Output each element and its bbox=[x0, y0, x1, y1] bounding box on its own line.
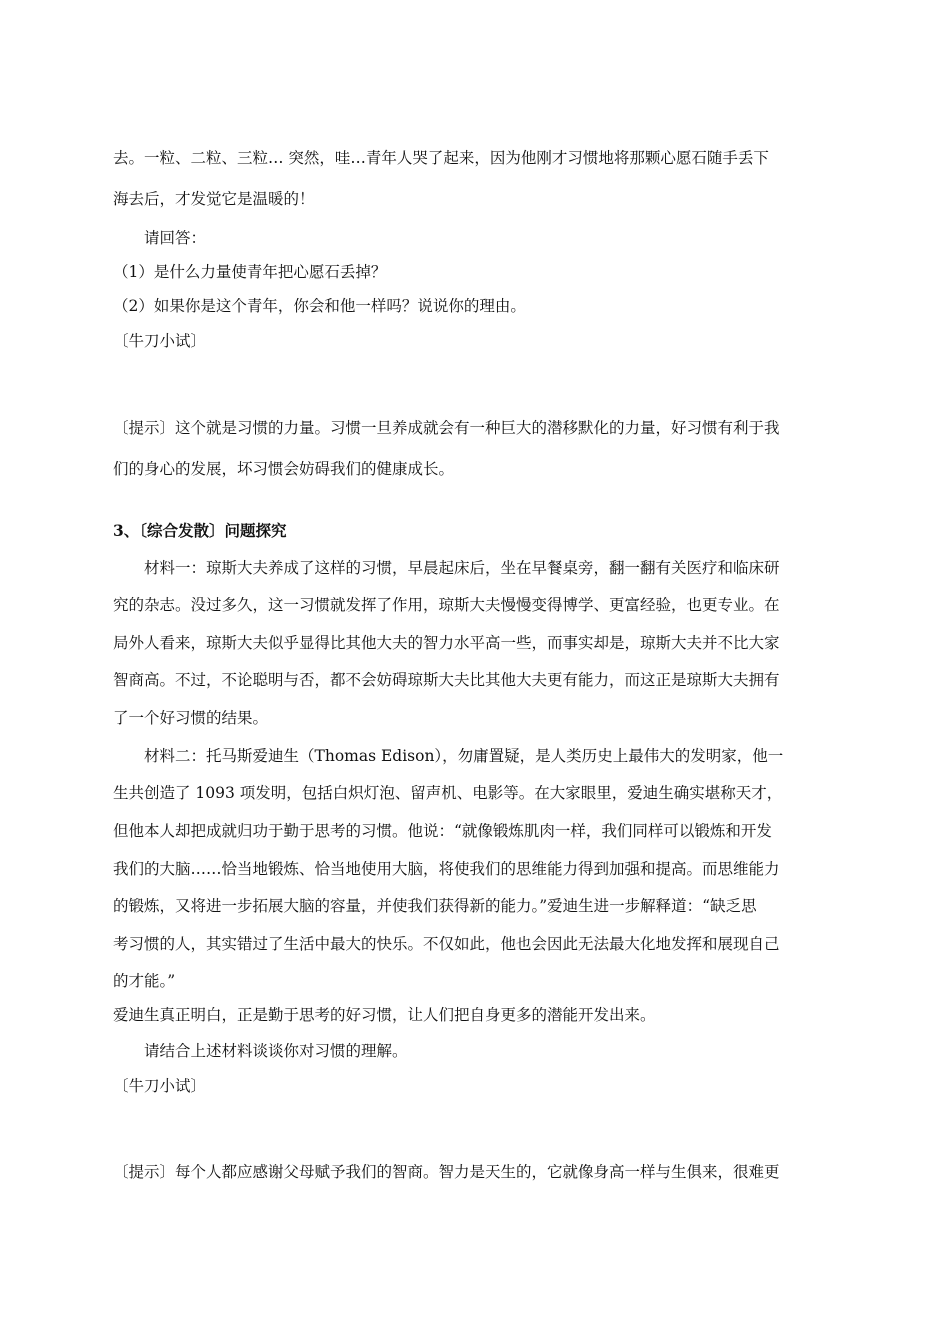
text-line: 生共创造了 1093 项发明，包括白炽灯泡、留声机、电影等。在大家眼里，爱迪生确实堪称天才， bbox=[113, 784, 783, 802]
text-line: 了一个好习惯的结果。 bbox=[113, 709, 269, 727]
text-line: 请结合上述材料谈谈你对习惯的理解。 bbox=[144, 1042, 408, 1060]
hint-line: 们的身心的发展，坏习惯会妨碍我们的健康成长。 bbox=[113, 460, 455, 478]
text-line: 局外人看来，琼斯大夫似乎显得比其他大夫的智力水平高一些，而事实却是，琼斯大夫并不比大家 bbox=[113, 634, 780, 652]
text-line: 智商高。不过，不论聪明与否，都不会妨碍琼斯大夫比其他大夫更有能力，而这正是琼斯大夫拥有 bbox=[113, 671, 780, 689]
hint-line: 〔提示〕每个人都应感谢父母赋予我们的智商。智力是天生的，它就像身高一样与生俱来，很难更 bbox=[113, 1163, 780, 1181]
section-label: 〔牛刀小试〕 bbox=[113, 1077, 207, 1095]
text-line: 材料一：琼斯大夫养成了这样的习惯，早晨起床后，坐在早餐桌旁，翻一翻有关医疗和临床研 bbox=[144, 559, 780, 577]
text-line: 材料二：托马斯爱迪生（Thomas Edison），勿庸置疑，是人类历史上最伟大的发明家，他一 bbox=[144, 747, 784, 765]
text-line: 的锻炼，又将进一步拓展大脑的容量，并使我们获得新的能力。”爱迪生进一步解释道：“缺乏思 bbox=[113, 897, 757, 915]
text-line: 请回答： bbox=[144, 229, 207, 247]
text-line: 爱迪生真正明白，正是勤于思考的好习惯，让人们把自身更多的潜能开发出来。 bbox=[113, 1006, 656, 1024]
text-line: 去。一粒、二粒、三粒… 突然，哇…青年人哭了起来，因为他刚才习惯地将那颗心愿石随手丢下 bbox=[113, 149, 769, 167]
text-line: 究的杂志。没过多久，这一习惯就发挥了作用，琼斯大夫慢慢变得博学、更富经验，也更专业。在 bbox=[113, 596, 780, 614]
question-1: （1）是什么力量使青年把心愿石丢掉？ bbox=[113, 263, 387, 281]
text-line: 我们的大脑……恰当地锻炼、恰当地使用大脑，将使我们的思维能力得到加强和提高。而思维能力 bbox=[113, 860, 780, 878]
hint-line: 〔提示〕这个就是习惯的力量。习惯一旦养成就会有一种巨大的潜移默化的力量，好习惯有利于我 bbox=[113, 419, 780, 437]
question-2: （2）如果你是这个青年，你会和他一样吗？说说你的理由。 bbox=[113, 297, 526, 315]
section-label: 〔牛刀小试〕 bbox=[113, 332, 207, 350]
text-line: 的才能。” bbox=[113, 972, 176, 990]
text-line: 但他本人却把成就归功于勤于思考的习惯。他说：“就像锻炼肌肉一样，我们同样可以锻炼和开发 bbox=[113, 822, 772, 840]
text-line: 海去后，才发觉它是温暖的！ bbox=[113, 190, 315, 208]
text-line: 考习惯的人，其实错过了生活中最大的快乐。不仅如此，他也会因此无法最大化地发挥和展现自己 bbox=[113, 935, 780, 953]
section-heading: 3、〔综合发散〕问题探究 bbox=[113, 521, 287, 540]
